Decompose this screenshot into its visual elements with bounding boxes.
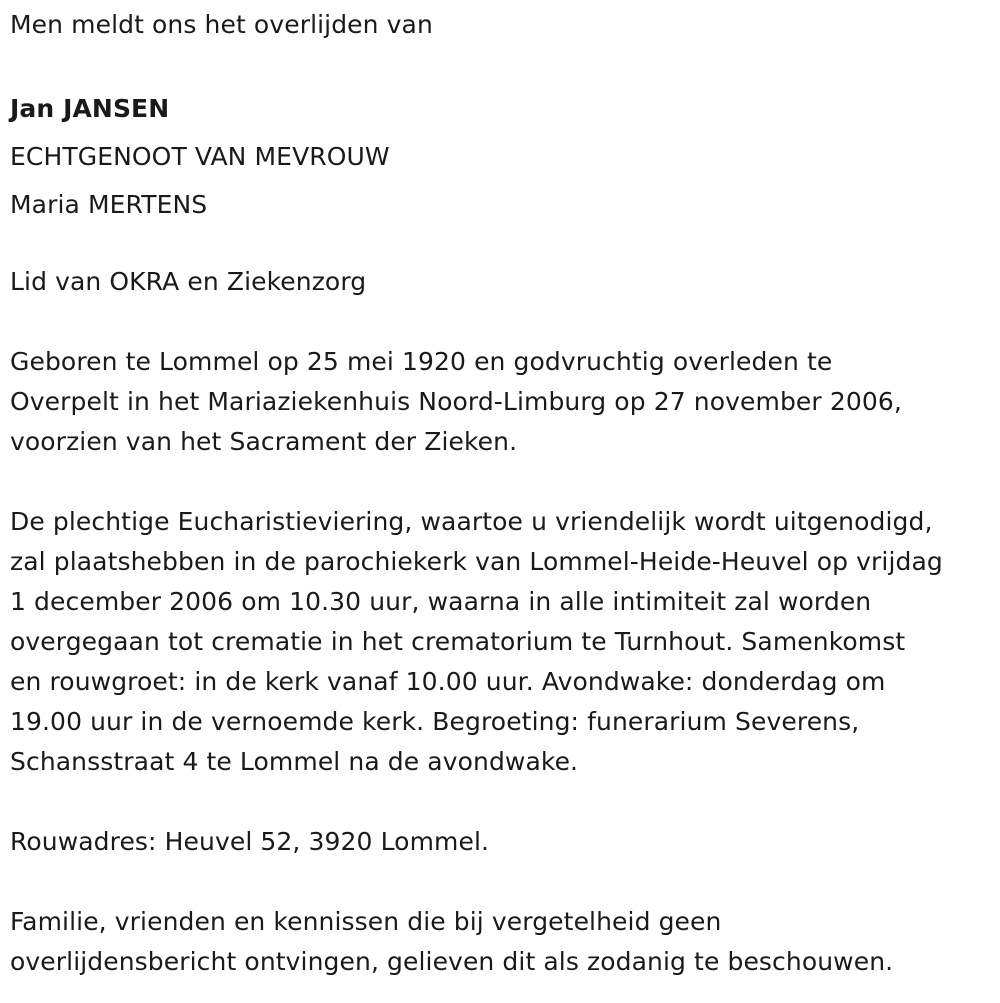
paragraph-line: De plechtige Eucharistieviering, waartoe u vriendelijk wordt uitgenodigd, bbox=[10, 507, 933, 536]
paragraph-line: Overpelt in het Mariaziekenhuis Noord-Limburg op 27 november 2006, bbox=[10, 387, 902, 416]
spouse-name: Maria MERTENS bbox=[10, 190, 208, 219]
paragraph-line: overlijdensbericht ontvingen, gelieven dit als zodanig te beschouwen. bbox=[10, 947, 894, 976]
paragraph-line: voorzien van het Sacrament der Zieken. bbox=[10, 427, 518, 456]
spacer bbox=[10, 229, 1000, 262]
deceased-name: Jan JANSEN bbox=[10, 94, 170, 123]
death-notice-document bbox=[0, 5, 1000, 1003]
spouse-title: ECHTGENOOT VAN MEVROUW bbox=[10, 142, 390, 171]
spacer bbox=[10, 302, 1000, 342]
paragraph-line: Schansstraat 4 te Lommel na de avondwake. bbox=[10, 747, 579, 776]
spacer bbox=[10, 462, 1000, 502]
spacer bbox=[10, 45, 1000, 85]
paragraph-line: zal plaatshebben in de parochiekerk van Lommel-Heide-Heuvel op vrijdag bbox=[10, 547, 943, 576]
intro-line: Men meldt ons het overlijden van bbox=[10, 10, 433, 39]
ceremony-paragraph bbox=[10, 502, 1000, 782]
membership-line: Lid van OKRA en Ziekenzorg bbox=[10, 267, 367, 296]
spacer bbox=[10, 862, 1000, 902]
birth-death-paragraph bbox=[10, 342, 1000, 462]
paragraph-line: 1 december 2006 om 10.30 uur, waarna in alle intimiteit zal worden bbox=[10, 587, 872, 616]
paragraph-line: Geboren te Lommel op 25 mei 1920 en godvruchtig overleden te bbox=[10, 347, 833, 376]
paragraph-line: overgegaan tot crematie in het crematorium te Turnhout. Samenkomst bbox=[10, 627, 906, 656]
paragraph-line: Familie, vrienden en kennissen die bij vergetelheid geen bbox=[10, 907, 722, 936]
paragraph-line: 19.00 uur in de vernoemde kerk. Begroeting: funerarium Severens, bbox=[10, 707, 860, 736]
mourning-address: Rouwadres: Heuvel 52, 3920 Lommel. bbox=[10, 827, 490, 856]
spacer bbox=[10, 782, 1000, 822]
paragraph-line: en rouwgroet: in de kerk vanaf 10.00 uur. Avondwake: donderdag om bbox=[10, 667, 886, 696]
closing-paragraph bbox=[10, 902, 1000, 982]
